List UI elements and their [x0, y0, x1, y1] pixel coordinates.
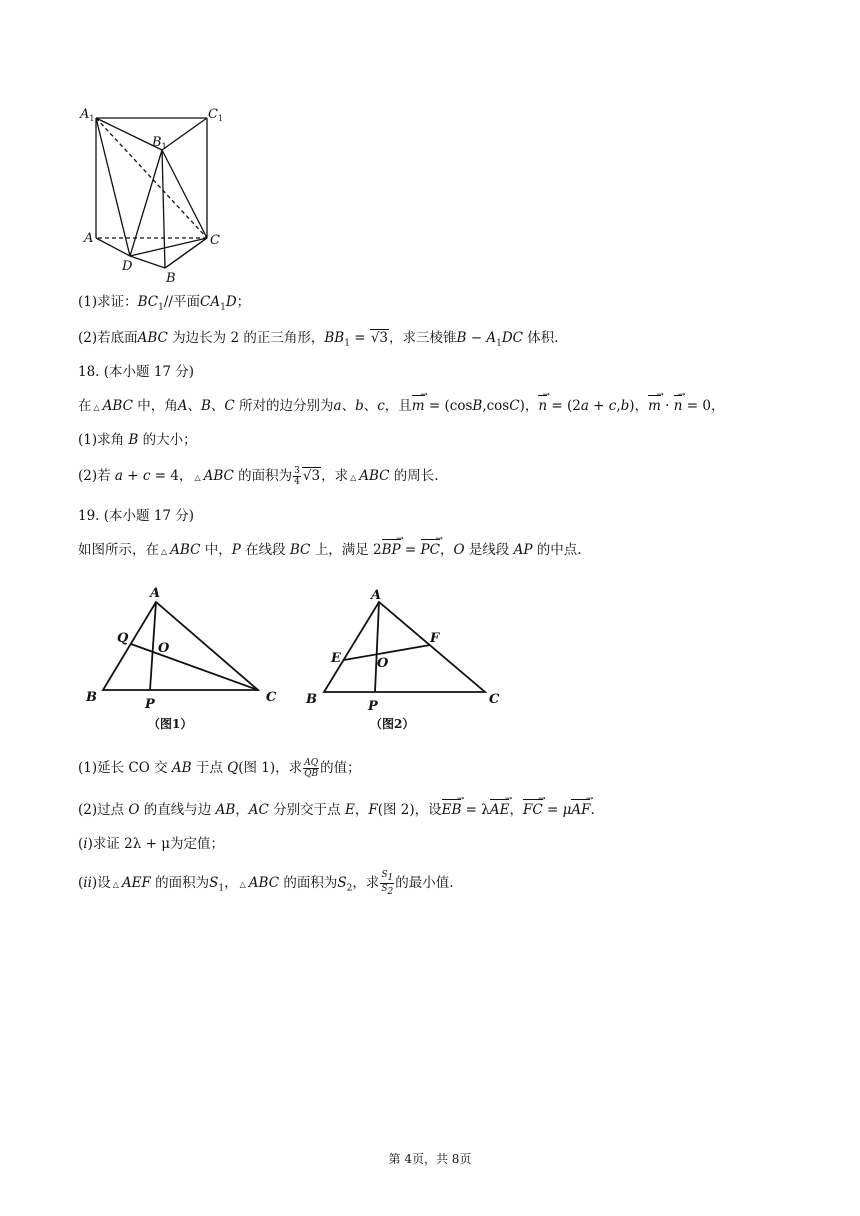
label-D: D: [122, 259, 133, 274]
q19-sub-ii: (ii)设 △ AEF 的面积为$S_1$， △ ABC 的面积为$S_2$，求 $\frac{S_1}{S_2}$ 的最小值.: [78, 870, 454, 897]
q18-part1: (1)求角 B 的大小；: [78, 432, 197, 448]
q19-stem: 如图所示，在 △ ABC 中，P 在线段 BC 上，满足 2BP → = PC →，O 是线段 AP 的中点.: [78, 540, 582, 562]
label-B: B: [166, 271, 176, 286]
svg-text:A: A: [150, 586, 161, 601]
q19-part1: (1)延长 CO 交 AB 于点 Q(图 1)，求 $\frac{AQ}{QB}$ 的值；: [78, 758, 361, 779]
fig1-caption: （图1）: [148, 717, 193, 731]
q19-sub-i: (i)求证 2λ + μ为定值；: [78, 836, 224, 852]
label-C: C: [210, 233, 220, 248]
q18-stem: 在 △ ABC 中，角A、B、C 所对的边分别为a、b、c，且m → = (cosB,cosC)，n → = (2a + c,b)，m → · n → = 0，: [78, 396, 724, 418]
q18-header: 18. (本小题 17 分): [78, 364, 195, 380]
svg-text:C: C: [266, 690, 277, 705]
q17-part1: (1)求证：$BC_1//$平面$CA_1D$；: [78, 294, 251, 313]
prism-figure: [76, 98, 236, 288]
q19-part2: (2)过点 O 的直线与边 AB，AC 分别交于点 E，F(图 2)，设EB → = λAE →，FC → = μAF →.: [78, 800, 595, 820]
svg-text:B: B: [86, 690, 97, 705]
fig2-caption: （图2）: [370, 717, 415, 731]
triangle-figure-2: [300, 582, 510, 732]
svg-text:P: P: [145, 697, 155, 712]
svg-text:P: P: [368, 699, 378, 714]
svg-text:B1: $B_1$: [152, 135, 167, 151]
svg-text:A1: $A_1$: [80, 107, 95, 123]
svg-text:Q: Q: [117, 631, 129, 646]
label-A1: A: [80, 107, 90, 122]
svg-text:C: C: [489, 692, 500, 707]
svg-text:O: O: [377, 656, 389, 671]
label-A: A: [84, 231, 94, 246]
page-footer: 第 4页，共 8页: [388, 1152, 472, 1166]
triangle-figure-1: [78, 582, 278, 732]
svg-text:A: A: [371, 588, 382, 603]
q19-header: 19. (本小题 17 分): [78, 508, 195, 524]
svg-text:E: E: [331, 651, 341, 666]
svg-text:B: B: [306, 692, 317, 707]
label-C1: C: [208, 107, 218, 122]
q18-part2: (2)若 a + c = 4， △ ABC 的面积为 $\frac{3}{4}$ √3，求 △ ABC 的周长.: [78, 466, 439, 487]
svg-text:F: F: [430, 631, 440, 646]
label-B1: B: [152, 135, 162, 150]
svg-text:O: O: [158, 641, 170, 656]
svg-text:C1: $C_1$: [208, 107, 224, 123]
q17-part2: (2)若底面ABC 为边长为 2 的正三角形，$BB_1 = √3$，求三棱锥$B - A_1DC$ 体积.: [78, 330, 559, 349]
